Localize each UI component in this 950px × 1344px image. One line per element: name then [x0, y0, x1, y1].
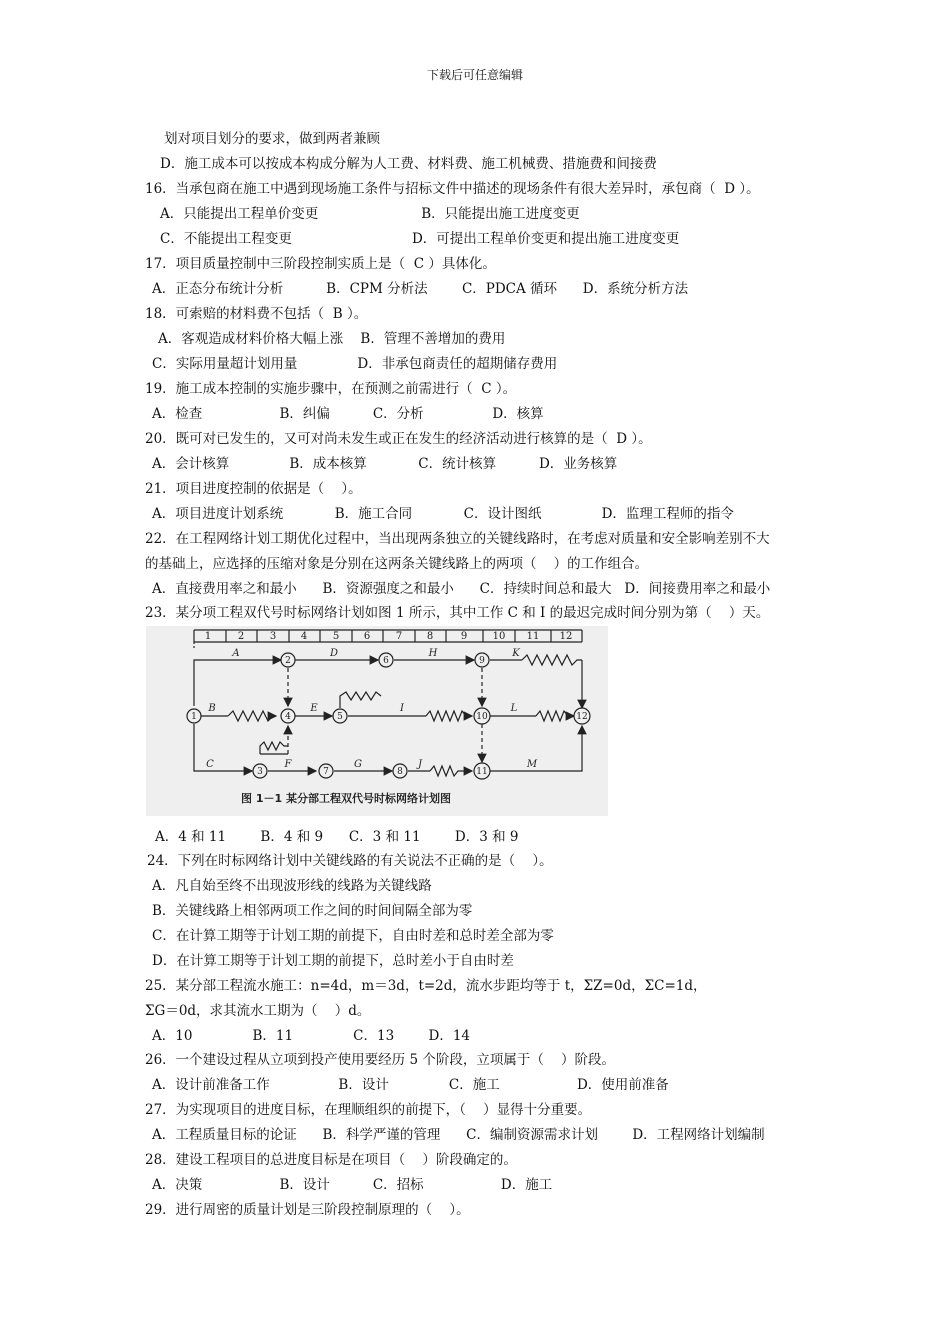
- question-16: 16．当承包商在施工中遇到现场施工条件与招标文件中描述的现场条件有很大差异时，承包商（ D ）。: [145, 181, 760, 197]
- text-line: A．正态分布统计分析 B．CPM 分析法 C．PDCA 循环 D．系统分析方法: [152, 281, 689, 297]
- scale-label: 3: [269, 631, 277, 642]
- scale-label: 1: [204, 631, 212, 642]
- text-line: ΣG＝0d，求其流水工期为（ ）d。: [145, 1003, 371, 1019]
- text-line: A．会计核算 B．成本核算 C．统计核算 D．业务核算: [152, 456, 618, 472]
- text-line: A．直接费用率之和最小 B．资源强度之和最小 C．持续时间总和最大 D．间接费用率之和最小: [152, 581, 771, 597]
- question-18: 18．可索赔的材料费不包括（ B ）。: [145, 306, 368, 322]
- text-line: A．10 B．11 C．13 D．14: [152, 1028, 471, 1044]
- node-label: 8: [397, 767, 403, 777]
- node-label: 4: [285, 712, 291, 722]
- scale-label: 12: [559, 631, 573, 642]
- scale-label: 5: [332, 631, 340, 642]
- text-line: A．只能提出工程单价变更 B．只能提出施工进度变更: [160, 206, 580, 222]
- text-line: A．设计前准备工作 B．设计 C．施工 D．使用前准备: [152, 1077, 669, 1093]
- text-line: D．在计算工期等于计划工期的前提下，总时差小于自由时差: [152, 953, 514, 969]
- network-diagram: [146, 626, 608, 816]
- node-label: 1: [191, 712, 197, 722]
- activity-label: L: [510, 703, 518, 714]
- text-line: D．施工成本可以按成本构成分解为人工费、材料费、施工机械费、措施费和间接费: [160, 156, 657, 172]
- question-29: 29．进行周密的质量计划是三阶段控制原理的（ ）。: [145, 1202, 470, 1218]
- node-label: 7: [323, 767, 329, 777]
- text-line: B．关键线路上相邻两项工作之间的时间间隔全部为零: [152, 903, 473, 919]
- text-line: C．实际用量超计划用量 D．非承包商责任的超期储存费用: [152, 356, 558, 372]
- node-label: 9: [479, 656, 485, 666]
- scale-label: 7: [395, 631, 403, 642]
- node-label: 11: [476, 767, 488, 777]
- text-line: C．不能提出工程变更 D．可提出工程单价变更和提出施工进度变更: [160, 231, 680, 247]
- text-line: A．客观造成材料价格大幅上涨 B．管理不善增加的费用: [158, 331, 506, 347]
- node-label: 10: [476, 712, 488, 722]
- scale-label: 4: [300, 631, 308, 642]
- question-27: 27．为实现项目的进度目标，在理顺组织的前提下，（ ）显得十分重要。: [145, 1102, 592, 1118]
- network-diagram-figure: [146, 626, 608, 816]
- node-label: 5: [337, 712, 343, 722]
- activity-label: I: [400, 703, 404, 714]
- activity-label: H: [428, 648, 438, 659]
- scale-label: 2: [237, 631, 245, 642]
- node-label: 2: [285, 656, 291, 666]
- activity-label: A: [232, 648, 240, 659]
- scale-label: 10: [492, 631, 506, 642]
- activity-label: M: [526, 759, 538, 770]
- text-line: 划对项目划分的要求，做到两者兼顾: [164, 131, 380, 147]
- text-line: A．工程质量目标的论证 B．科学严谨的管理 C．编制资源需求计划 D．工程网络计划编制: [152, 1127, 765, 1143]
- figure-caption: 图 1－1 某分部工程双代号时标网络计划图: [241, 792, 451, 805]
- question-25: 25．某分部工程流水施工：n=4d，m＝3d，t=2d，流水步距均等于 t，ΣZ=0d，ΣC=1d，: [145, 978, 707, 994]
- scale-label: 8: [426, 631, 434, 642]
- question-20: 20．既可对已发生的，又可对尚未发生或正在发生的经济活动进行核算的是（ D ）。: [145, 431, 652, 447]
- scale-label: 6: [363, 631, 371, 642]
- text-line: C．在计算工期等于计划工期的前提下，自由时差和总时差全部为零: [152, 928, 554, 944]
- question-23: 23．某分项工程双代号时标网络计划如图 1 所示，其中工作 C 和 I 的最迟完成时间分别为第（ ）天。: [145, 605, 770, 621]
- text-line: A．决策 B．设计 C．招标 D．施工: [152, 1177, 553, 1193]
- question-17: 17．项目质量控制中三阶段控制实质上是（ C ）具体化。: [145, 256, 496, 272]
- node-label: 3: [257, 767, 263, 777]
- text-line: A．凡自始至终不出现波形线的线路为关键线路: [152, 878, 432, 894]
- node-label: 6: [383, 656, 389, 666]
- text-line: 的基础上，应选择的压缩对象是分别在这两条关键线路上的两项（ ）的工作组合。: [145, 556, 649, 572]
- activity-label: C: [206, 759, 214, 770]
- text-line: A．4 和 11 B．4 和 9 C．3 和 11 D．3 和 9: [155, 829, 519, 845]
- activity-label: B: [208, 703, 216, 714]
- page-header: 下载后可任意编辑: [426, 68, 523, 82]
- question-22: 22．在工程网络计划工期优化过程中，当出现两条独立的关键线路时，在考虑对质量和安全影响差别不大: [145, 531, 770, 547]
- activity-label: D: [329, 648, 339, 659]
- activity-label: G: [354, 759, 362, 770]
- node-label: 12: [576, 712, 588, 722]
- activity-label: J: [417, 759, 423, 770]
- question-26: 26．一个建设过程从立项到投产使用要经历 5 个阶段，立项属于（ ）阶段。: [145, 1052, 616, 1068]
- text-line: A．检查 B．纠偏 C．分析 D．核算: [152, 406, 544, 422]
- scale-label: 9: [460, 631, 468, 642]
- text-line: A．项目进度计划系统 B．施工合同 C．设计图纸 D．监理工程师的指令: [152, 506, 734, 522]
- question-28: 28．建设工程项目的总进度目标是在项目（ ）阶段确定的。: [145, 1152, 517, 1168]
- question-21: 21．项目进度控制的依据是（ ）。: [145, 481, 362, 497]
- activity-label: F: [284, 759, 292, 770]
- scale-label: 11: [526, 631, 540, 642]
- question-24: 24．下列在时标网络计划中关键线路的有关说法不正确的是（ ）。: [147, 853, 553, 869]
- activity-label: E: [310, 703, 318, 714]
- activity-label: K: [512, 648, 520, 659]
- question-19: 19．施工成本控制的实施步骤中，在预测之前需进行（ C ）。: [145, 381, 517, 397]
